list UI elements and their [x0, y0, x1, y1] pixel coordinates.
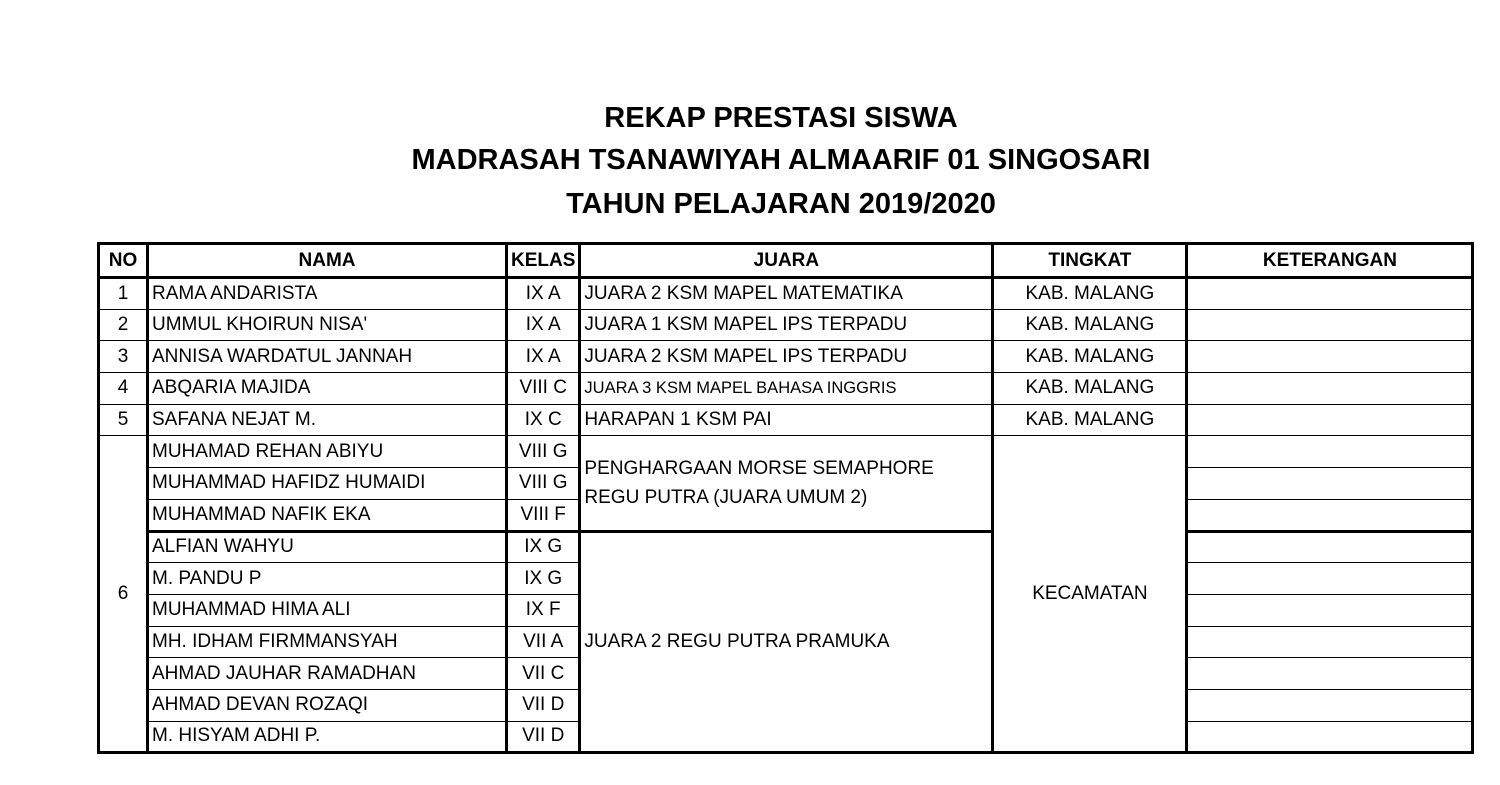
cell-keterangan	[1187, 436, 1473, 468]
cell-tingkat: KAB. MALANG	[993, 373, 1187, 405]
cell-keterangan	[1187, 499, 1473, 531]
cell-keterangan	[1187, 658, 1473, 690]
cell-kelas: VII D	[507, 721, 580, 753]
cell-nama: M. HISYAM ADHI P.	[148, 721, 507, 753]
cell-no: 5	[99, 404, 148, 436]
table-row	[99, 404, 1473, 436]
cell-tingkat: KAB. MALANG	[993, 404, 1187, 436]
cell-keterangan	[1187, 341, 1473, 373]
cell-kelas: IX A	[507, 278, 580, 310]
cell-keterangan	[1187, 689, 1473, 721]
cell-kelas: VIII G	[507, 436, 580, 468]
achievement-table	[97, 242, 1474, 754]
cell-kelas: VIII G	[507, 468, 580, 500]
table-row	[99, 531, 1473, 563]
cell-juara: JUARA 2 KSM MAPEL MATEMATIKA	[580, 278, 993, 310]
cell-no: 6	[99, 436, 148, 753]
cell-juara: JUARA 1 KSM MAPEL IPS TERPADU	[580, 309, 993, 341]
cell-no: 4	[99, 373, 148, 405]
cell-keterangan	[1187, 626, 1473, 658]
cell-keterangan	[1187, 721, 1473, 753]
cell-nama: AHMAD JAUHAR RAMADHAN	[148, 658, 507, 690]
cell-tingkat: KAB. MALANG	[993, 341, 1187, 373]
cell-keterangan	[1187, 594, 1473, 626]
cell-keterangan	[1187, 309, 1473, 341]
cell-nama: ALFIAN WAHYU	[148, 531, 507, 563]
cell-nama: MUHAMAD REHAN ABIYU	[148, 436, 507, 468]
school-name: MADRASAH TSANAWIYAH ALMAARIF 01 SINGOSARI	[411, 144, 1151, 176]
cell-juara: PENGHARGAAN MORSE SEMAPHORE REGU PUTRA (JUARA UMUM 2)	[580, 436, 993, 531]
cell-kelas: IX G	[507, 531, 580, 563]
cell-nama: MH. IDHAM FIRMMANSYAH	[148, 626, 507, 658]
cell-tingkat: KAB. MALANG	[993, 278, 1187, 310]
cell-nama: ANNISA WARDATUL JANNAH	[148, 341, 507, 373]
header-nama: NAMA	[148, 244, 507, 278]
cell-juara: JUARA 3 KSM MAPEL BAHASA INGGRIS	[580, 373, 993, 405]
cell-no: 2	[99, 309, 148, 341]
cell-no: 1	[99, 278, 148, 310]
cell-kelas: IX G	[507, 563, 580, 595]
cell-nama: MUHAMMAD HAFIDZ HUMAIDI	[148, 468, 507, 500]
cell-keterangan	[1187, 468, 1473, 500]
header-row	[99, 244, 1473, 278]
cell-juara: HARAPAN 1 KSM PAI	[580, 404, 993, 436]
table-row	[99, 341, 1473, 373]
cell-keterangan	[1187, 278, 1473, 310]
cell-juara: JUARA 2 REGU PUTRA PRAMUKA	[580, 531, 993, 753]
cell-kelas: VIII F	[507, 499, 580, 531]
cell-nama: SAFANA NEJAT M.	[148, 404, 507, 436]
cell-kelas: IX C	[507, 404, 580, 436]
header-keterangan: KETERANGAN	[1187, 244, 1473, 278]
cell-nama: AHMAD DEVAN ROZAQI	[148, 689, 507, 721]
cell-keterangan	[1187, 373, 1473, 405]
cell-keterangan	[1187, 404, 1473, 436]
cell-kelas: IX A	[507, 309, 580, 341]
cell-nama: RAMA ANDARISTA	[148, 278, 507, 310]
cell-keterangan	[1187, 531, 1473, 563]
cell-kelas: VII C	[507, 658, 580, 690]
table-row	[99, 373, 1473, 405]
cell-tingkat: KECAMATAN	[993, 436, 1187, 753]
table-row	[99, 278, 1473, 310]
cell-tingkat: KAB. MALANG	[993, 309, 1187, 341]
header-juara: JUARA	[580, 244, 993, 278]
cell-juara: JUARA 2 KSM MAPEL IPS TERPADU	[580, 341, 993, 373]
header-tingkat: TINGKAT	[993, 244, 1187, 278]
header-kelas: KELAS	[507, 244, 580, 278]
header-no: NO	[99, 244, 148, 278]
cell-keterangan	[1187, 563, 1473, 595]
academic-year: TAHUN PELAJARAN 2019/2020	[566, 188, 996, 220]
cell-nama: UMMUL KHOIRUN NISA'	[148, 309, 507, 341]
cell-no: 3	[99, 341, 148, 373]
table-row	[99, 436, 1473, 468]
cell-nama: ABQARIA MAJIDA	[148, 373, 507, 405]
cell-kelas: IX F	[507, 594, 580, 626]
cell-nama: MUHAMMAD NAFIK EKA	[148, 499, 507, 531]
document-title: REKAP PRESTASI SISWA	[604, 102, 958, 134]
cell-kelas: IX A	[507, 341, 580, 373]
cell-kelas: VII D	[507, 689, 580, 721]
cell-kelas: VII A	[507, 626, 580, 658]
table-row	[99, 309, 1473, 341]
cell-nama: MUHAMMAD HIMA ALI	[148, 594, 507, 626]
cell-nama: M. PANDU P	[148, 563, 507, 595]
cell-kelas: VIII C	[507, 373, 580, 405]
